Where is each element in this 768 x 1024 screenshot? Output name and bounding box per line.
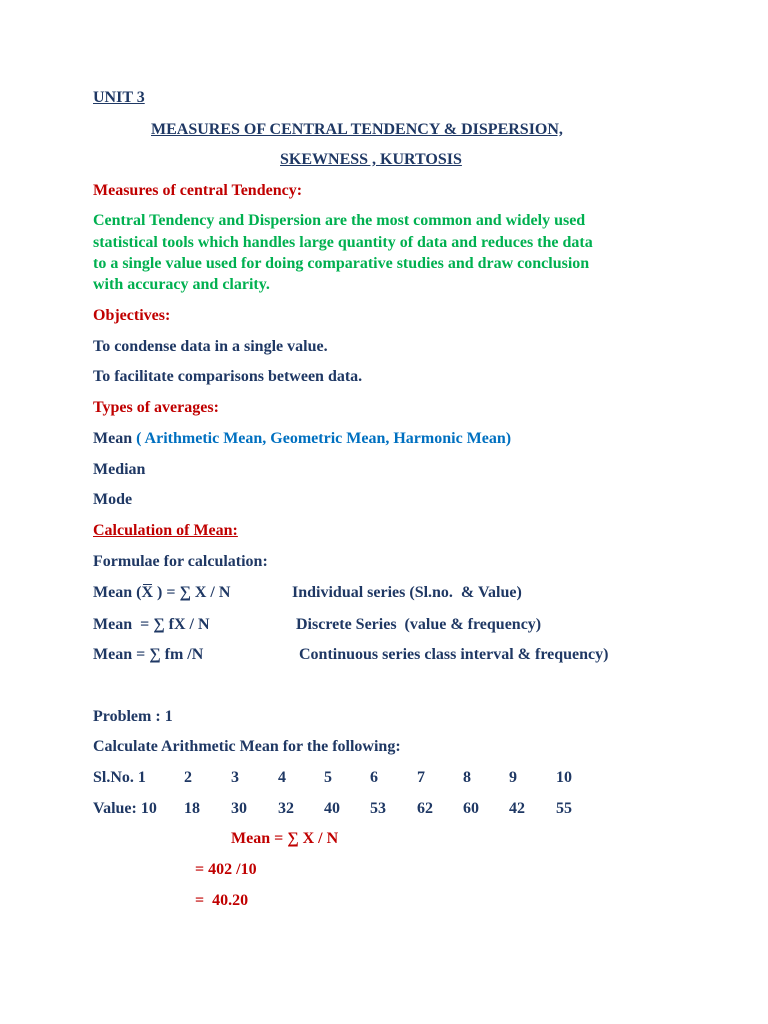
averages-heading: Types of averages: [93, 399, 219, 416]
sl-no-cell: 8 [463, 769, 471, 786]
formula-discrete: Mean = ∑ fX / N [93, 616, 210, 633]
mean-label: Mean [93, 430, 133, 447]
value-cell: 30 [231, 800, 247, 817]
mean-types-line [93, 429, 511, 449]
median-label: Median [93, 461, 146, 478]
sl-no-cell: 3 [231, 769, 239, 786]
value-cell: 18 [184, 800, 200, 817]
sl-no-cell: 7 [417, 769, 425, 786]
sl-no-cell: 6 [370, 769, 378, 786]
paragraph-line: Central Tendency and Dispersion are the most common and widely used [93, 212, 586, 229]
paragraph-line: with accuracy and clarity. [93, 276, 270, 293]
sl-no-cell: 9 [509, 769, 517, 786]
formulae-label: Formulae for calculation: [93, 553, 268, 570]
problem-question: Calculate Arithmetic Mean for the following: [93, 738, 401, 755]
mean-types-detail: ( Arithmetic Mean, Geometric Mean, Harmonic Mean) [132, 430, 512, 447]
solution-step: = 402 /10 [195, 861, 257, 878]
formula-continuous: Mean = ∑ fm /N [93, 646, 204, 663]
objective-item: To facilitate comparisons between data. [93, 368, 363, 385]
value-cell: 62 [417, 800, 433, 817]
value-label: Value: 10 [93, 800, 157, 817]
value-cell: 32 [278, 800, 294, 817]
sl-no-cell: 4 [278, 769, 286, 786]
solution-result: = 40.20 [195, 892, 249, 909]
x-bar-symbol: X [141, 584, 153, 601]
value-cell: 60 [463, 800, 479, 817]
problem-title: Problem : 1 [93, 708, 173, 725]
calculation-heading: Calculation of Mean: [93, 522, 238, 539]
solution-formula: Mean = ∑ X / N [231, 830, 339, 847]
objectives-heading: Objectives: [93, 307, 171, 324]
document-title-line1: MEASURES OF CENTRAL TENDENCY & DISPERSION, [151, 121, 563, 138]
sl-no-cell: 2 [184, 769, 192, 786]
formula-discrete-desc: Discrete Series (value & frequency) [296, 616, 542, 633]
objective-item: To condense data in a single value. [93, 338, 328, 355]
formula-continuous-desc: Continuous series class interval & frequency) [299, 646, 609, 663]
central-tendency-heading: Measures of central Tendency: [93, 182, 303, 199]
value-cell: 53 [370, 800, 386, 817]
paragraph-line: statistical tools which handles large quantity of data and reduces the data [93, 234, 593, 251]
value-cell: 55 [556, 800, 572, 817]
unit-heading: UNIT 3 [93, 89, 145, 106]
formula-individual-desc: Individual series (Sl.no. & Value) [292, 584, 522, 601]
sl-no-label: Sl.No. 1 [93, 769, 146, 786]
formula1-suffix: ) = ∑ X / N [153, 584, 231, 601]
formula-individual [93, 583, 230, 603]
mode-label: Mode [93, 491, 133, 508]
paragraph-line: to a single value used for doing comparative studies and draw conclusion [93, 255, 590, 272]
value-cell: 42 [509, 800, 525, 817]
sl-no-cell: 10 [556, 769, 572, 786]
value-cell: 40 [324, 800, 340, 817]
sl-no-cell: 5 [324, 769, 332, 786]
formula1-prefix: Mean ( [93, 584, 142, 601]
document-title-line2: SKEWNESS , KURTOSIS [280, 151, 462, 168]
